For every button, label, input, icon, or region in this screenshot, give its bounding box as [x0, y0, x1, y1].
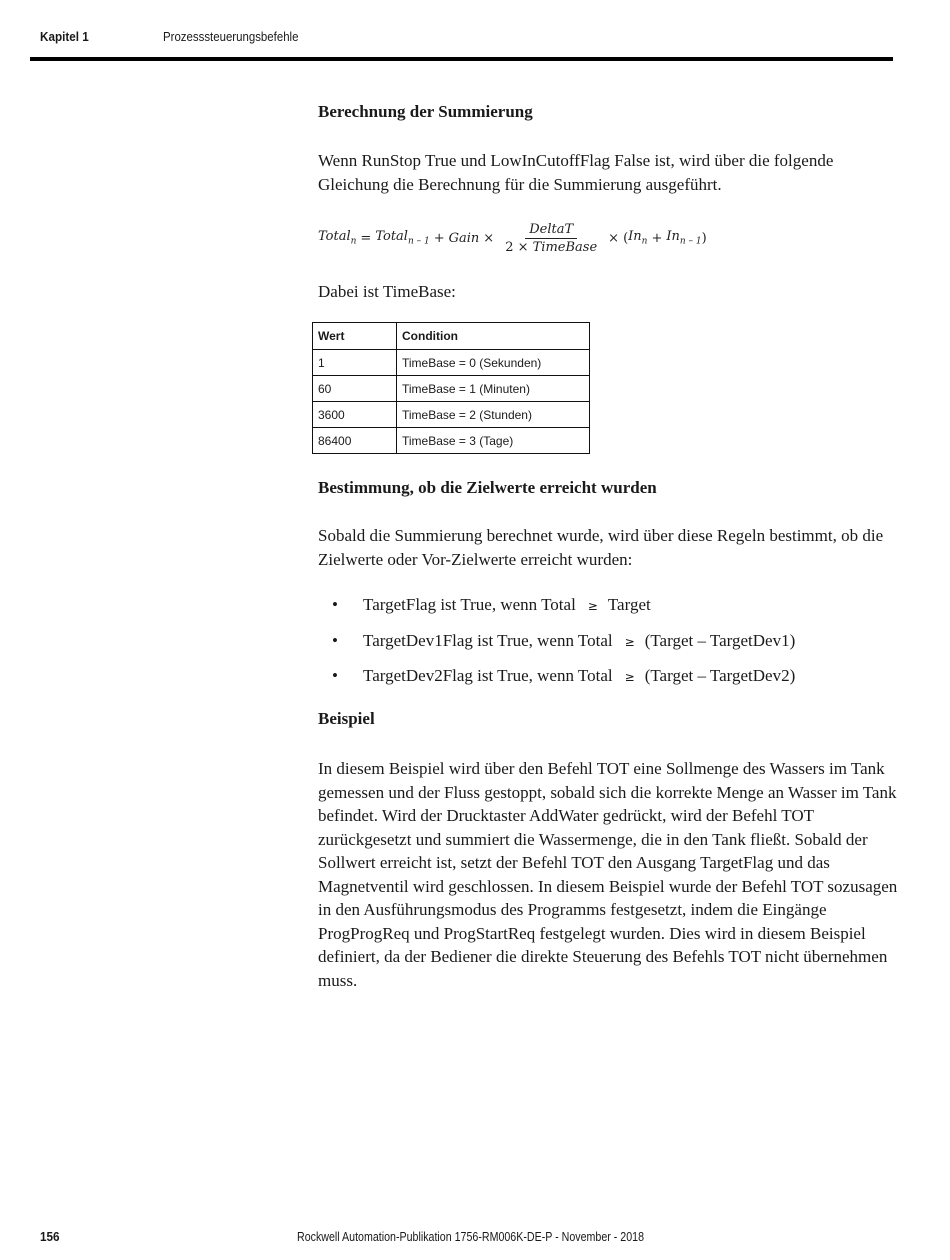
formula-paren-close: ) — [701, 230, 707, 246]
timebase-intro: Dabei ist TimeBase: — [318, 282, 456, 301]
table-cell: TimeBase = 1 (Minuten) — [397, 376, 590, 402]
chapter-label: Kapitel 1 — [40, 29, 89, 44]
summation-heading: Berechnung der Summierung — [318, 102, 533, 121]
example-heading: Beispiel — [318, 709, 375, 728]
summation-formula — [318, 218, 707, 258]
formula-in2: $In_{n - 1}$ — [666, 229, 702, 247]
list-item: • TargetDev2Flag ist True, wenn Total ≥ (Target – TargetDev2) — [332, 666, 796, 685]
summation-intro: Wenn RunStop True und LowInCutoffFlag False ist, wird über die folgende Gleichung die Berechnung für die Summierung ausgeführt. — [318, 151, 834, 194]
table-row — [313, 376, 590, 402]
formula-term1: Total$_{n - 1}$ — [375, 229, 430, 247]
table-cell: TimeBase = 0 (Sekunden) — [397, 350, 590, 376]
table-row — [313, 402, 590, 428]
formula-plus2: + — [651, 230, 663, 246]
bullet-icon: • — [332, 595, 338, 614]
formula-fraction — [501, 222, 601, 255]
table-cell: TimeBase = 2 (Stunden) — [397, 402, 590, 428]
table-header-row — [313, 323, 590, 350]
targets-intro: Sobald die Summierung berechnet wurde, wird über diese Regeln bestimmt, ob die Zielwerte oder Vor-Zielwerte erreicht wurden: — [318, 526, 884, 569]
publication-info: Rockwell Automation-Publikation 1756-RM006K-DE-P - November - 2018 — [297, 1229, 645, 1244]
chapter-title: Prozesssteuerungsbefehle — [163, 29, 299, 44]
formula-equals: = — [360, 230, 372, 246]
targets-heading: Bestimmung, ob die Zielwerte erreicht wurden — [318, 478, 657, 497]
formula-times: × — [483, 230, 495, 246]
formula-plus: + — [433, 230, 445, 246]
formula-lhs: Total$_n$ — [318, 229, 357, 247]
formula-gain: Gain — [448, 230, 480, 246]
formula-paren-open: ( — [623, 230, 629, 246]
bullet-icon: • — [332, 666, 338, 685]
table-cell: 1 — [313, 350, 397, 376]
table-cell: 3600 — [313, 402, 397, 428]
formula-denominator: 2 × TimeBase — [505, 239, 598, 255]
example-body: In diesem Beispiel wird über den Befehl TOT eine Sollmenge des Wassers im Tank gemessen und der Fluss gestoppt, sobald sich die korrekte Menge an Wasser im Tank befindet. Wird der Drucktaster AddWater gedrückt, wird der Befehl TOT zurückgesetzt und summiert die Wassermenge, die in den Tank fließt. Sobald der Sollwert erreicht ist, setzt der Befehl TOT den Ausgang TargetFlag und das Magnetventil wird geschlossen. In diesem Beispiel wurde der Befehl TOT sozusagen in den Ausführungsmodus des Programms festgesetzt, indem die Eingänge ProgProgReq und ProgStartReq festgelegt wurden. Dies wird in diesem Beispiel definiert, da der Bediener die direkte Steuerung des Befehls TOT nicht übernehmen muss. — [318, 759, 898, 990]
targets-list — [318, 593, 795, 700]
table-row — [313, 350, 590, 376]
table-cell: 60 — [313, 376, 397, 402]
header-rule — [30, 57, 893, 61]
timebase-table — [312, 322, 590, 454]
table-cell: TimeBase = 3 (Tage) — [397, 428, 590, 454]
table-header-cell: Wert — [313, 323, 397, 350]
page-number: 156 — [40, 1229, 60, 1244]
list-item: • TargetFlag ist True, wenn Total ≥ Target — [332, 595, 651, 614]
bullet-icon: • — [332, 630, 338, 650]
table-header-cell: Condition — [397, 323, 590, 350]
list-item: • TargetDev1Flag ist True, wenn Total ≥ (Target – TargetDev1) — [332, 630, 796, 650]
table-cell: 86400 — [313, 428, 397, 454]
formula-in1: $In_n$ — [628, 229, 648, 247]
formula-numerator: DeltaT — [525, 222, 577, 239]
table-row — [313, 428, 590, 454]
formula-times2: × — [608, 230, 620, 246]
